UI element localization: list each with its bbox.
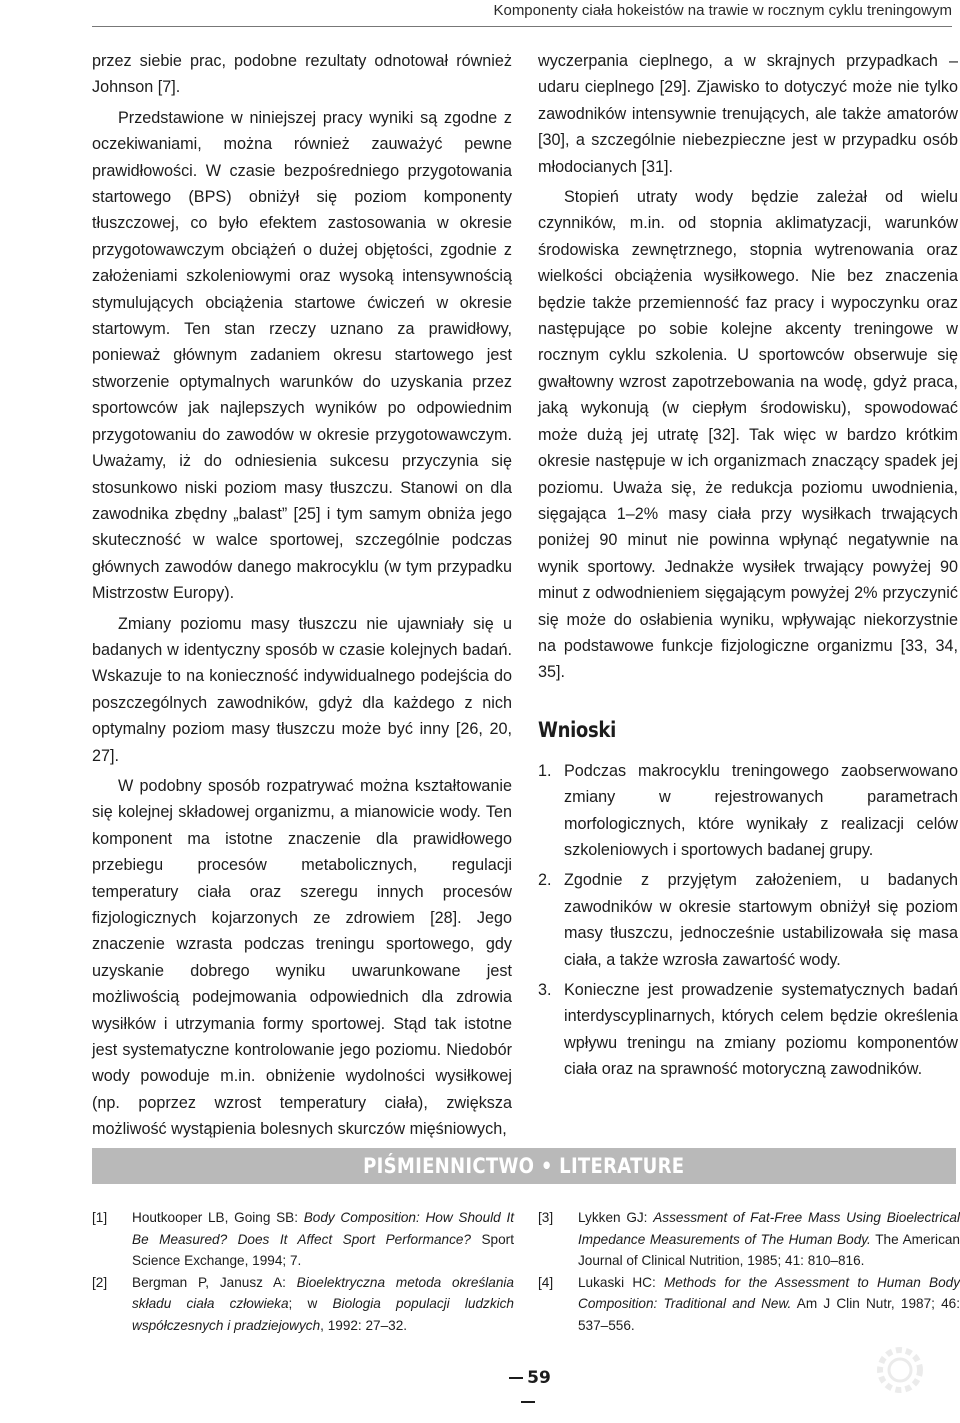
reference-item [92,1272,514,1337]
reference-body [578,1207,960,1272]
list-item-text: Podczas makrocyklu treningowego zaobserwowano zmiany w rejestrowanych parametrach morfologicznych, które wynikały z realizacji celów szkoleniowych i sportowych badanej grupy. [564,761,958,859]
dash-left [509,1377,523,1379]
reference-body [132,1207,514,1272]
reference-pages: , 1992: 27–32. [320,1317,408,1333]
gear-watermark-icon [868,1338,932,1402]
reference-authors: Bergman P, Janusz A: [132,1274,297,1290]
list-item-number: 1. [538,761,552,780]
paragraph: Stopień utraty wody będzie zależał od wielu czynników, m.in. od stopnia aklimatyzacji, warunków środowiska zewnętrznego, stopnia wytrenowania oraz wielkości obciążenia wysiłkowego. Nie bez znaczenia będzie także przemienność faz pracy i wypoczynku oraz następujące po sobie kolejne akcenty treningowe w rocznym cyklu szkolenia. U sportowców obserwuje się gwałtowny wzrost zapotrzebowania na wodę, gdyż praca, jaką wykonują (w ciepłym środowisku), spowodować może dużą jej utratę [32]. Tak więc w bardzo krótkim okresie następuje w ich organizmach znaczący spadek jej poziomu. Uważa się, że redukcja poziomu uwodnienia, sięgająca 1–2% masy ciała przy wysiłkach trwających poniżej 90 minut nie powinna wpłynąć negatywnie na wynik sportowy. Jednakże wysiłek trwający powyżej 90 minut z odwodnieniem sięgającym powyżej 2% przyczynić się może do osłabienia wyniku, wpływając niekorzystnie na podstawowe funkcje fizjologiczne organizmu [33, 34, 35]. [538,188,958,682]
paragraph: W podobny sposób rozpatrywać można kształtowanie się kolejnej składowej organizmu, a mianowicie wody. Ten komponent ma istotne znaczenie dla prawidłowego przebiegu procesów metabolicznych, regulacji temperatury ciała oraz szeregu innych procesów fizjologicznych kojarzonych ze zdrowiem [28]. Jego znaczenie wzrasta podczas treningu sportowego, gdy uzyskanie dobrego wyniku uwarunkowane jest możliwością podejmowania odpowiednich dla zdrowia wysiłków i utrzymania formy sportowej. Stąd tak istotne jest systematyczne kontrolowanie jego poziomu. Niedobór wody powoduje m.in. obniżenie wydolności wysiłkowej (np. poprzez wzrost temperatury ciała), zwiększa możliwość wystąpienia bolesnych skurczów mięśniowych, [92,776,512,1139]
reference-source: Am J Clin Nutr, 1987; 46: 537–556. [578,1296,960,1333]
list-item-number: 3. [538,981,552,999]
reference-title: Body Composition: How Should It Be Measured? Does It Affect Sport Performance? [132,1210,514,1247]
reference-item [538,1272,960,1337]
list-item [538,867,958,973]
references-heading-bar [92,1148,956,1184]
reference-number: [1] [92,1210,108,1225]
references-right [538,1207,960,1336]
list-item [538,758,958,864]
reference-source: ; w [288,1296,333,1311]
list-item-text: Konieczne jest prowadzenie systematycznych badań interdyscyplinarnych, których celem będzie określenia wpływu treningu na zmiany poziomu komponentów ciała oraz na sprawność motoryczną zawodników. [564,981,958,1079]
references-left [92,1207,514,1336]
running-title: Komponenty ciała hokeistów na trawie w rocznym cyklu treningowym [493,2,952,19]
list-item [538,977,958,1083]
running-header [92,0,952,27]
reference-authors: Lukaski HC: [578,1274,664,1290]
page-number [498,1366,558,1414]
conclusions-list [538,758,958,1083]
dash-right [521,1401,535,1403]
reference-source: The American Journal of Clinical Nutrition, 1985; 41: 810–816. [578,1231,960,1268]
reference-body [578,1272,960,1337]
reference-book-title: Biologia populacji ludzkich współczesnych i pradziejowych [132,1296,514,1333]
paragraph: wyczerpania cieplnego, a w skrajnych przypadkach – udaru cieplnego [29]. Zjawisko to dotyczyć może nie tylko zawodników intensywnie trenujących, ale także amatorów [30], a szczególnie niebezpieczne jest w przypadku osób młodocianych [31]. [538,52,958,176]
left-column [92,48,512,1143]
reference-number: [4] [538,1274,554,1290]
reference-item [92,1207,514,1272]
reference-title: Assessment of Fat-Free Mass Using Bioelectrical Impedance Measurements of The Human Body. [578,1210,960,1247]
right-column [538,48,958,1087]
paragraph: przez siebie prac, podobne rezultaty odnotował również Johnson [7]. [92,52,512,97]
reference-title: Methods for the Assessment to Human Body Composition: Traditional and New. [578,1274,960,1311]
paragraph: Zmiany poziomu masy tłuszczu nie ujawniały się u badanych w identyczny sposób w czasie kolejnych badań. Wskazuje to na konieczność indywidualnego podejścia do poszczególnych zawodników, gdyż dla każdego z nich optymalny poziom masy tłuszczu może być inny [26, 20, 27]. [92,614,512,765]
page-number-value: 59 [527,1368,551,1388]
reference-authors: Lykken GJ: [578,1210,654,1225]
references-heading: PIŚMIENNICTWO • LITERATURE [363,1154,685,1178]
reference-body [132,1272,514,1337]
list-item-number: 2. [538,871,552,890]
reference-authors: Houtkooper LB, Going SB: [132,1210,304,1225]
reference-number: [3] [538,1210,554,1225]
list-item-text: Zgodnie z przyjętym założeniem, u badanych zawodników w okresie startowym obniżył się poziom masy tłuszczu, jednocześnie ustabilizowała się masa ciała, a także wzrosła zawartość wody. [564,871,958,969]
reference-source: Sport Science Exchange, 1994; 7. [132,1231,514,1268]
reference-item [538,1207,960,1272]
reference-title: Bioelektryczna metoda określania składu ciała człowieka [132,1274,514,1311]
paragraph: Przedstawione w niniejszej pracy wyniki są zgodne z oczekiwaniami, można również zauważyć pewne prawidłowości. W czasie bezpośredniego przygotowania startowego (BPS) obniżył się poziom komponenty tłuszczowej, co było efektem zastosowania w okresie przygotowawczym obciążeń o dużej objętości, zgodnie z założeniami szkoleniowymi oraz wysoką intensywnością stymulujących obciążenia startowe ćwiczeń w okresie startowym. Ten stan rzeczy uznano za prawidłowy, ponieważ głównym zadaniem okresu startowego jest stworzenie optymalnych warunków do uzyskania przez sportowców jak najlepszych wyników po odpowiednim przygotowaniu do zawodów w okresie przygotowawczym. Uważamy, iż do odniesienia sukcesu przyczynia się stosunkowo niski poziom masy tłuszczu. Stanowi on dla zawodnika zbędny „balast” [25] i tym samym obniża jego skuteczność w walce sportowej, szczególnie podczas głównych zawodów danego makrocyklu (w tym przypadku Mistrzostw Europy). [92,108,512,603]
reference-number: [2] [92,1274,108,1290]
conclusions-heading: Wnioski [538,717,616,742]
